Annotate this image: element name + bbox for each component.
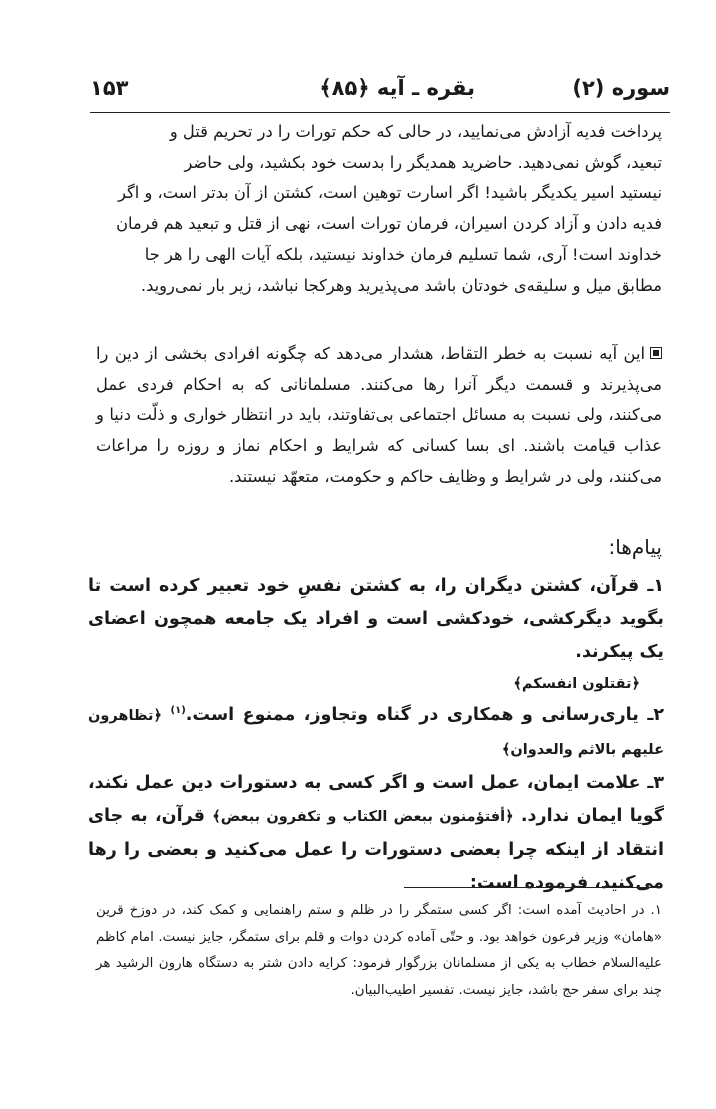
messages-list: [88, 570, 664, 900]
message-text: ۲ـ یاری‌رسانی و همکاری در گناه وتجاوز، ممنوع است.: [185, 705, 664, 725]
body-line: خداوند است! آری، شما تسلیم فرمان خداوند نیستید، بلکه آیات الهی را هر جا: [144, 244, 662, 264]
message-item-3: [88, 767, 664, 900]
messages-heading: پیام‌ها:: [608, 535, 662, 559]
body-line: فدیه دادن و آزاد کردن اسیران، فرمان تورات است، نهی از قتل و تبعید هم فرمان: [116, 214, 662, 234]
body-line: نیستید اسیر یکدیگر باشید! اگر اسارت توهین است، کشتن از آن بدتر است، و اگر: [118, 183, 662, 203]
body-line: پرداخت فدیه آزادش می‌نمایید، در حالی که حکم تورات را در تحریم قتل و: [169, 122, 662, 141]
footnote: ۱. در احادیث آمده است: اگر کسی ستمگر را در ظلم و ستم راهنمایی و کمک کند، در دوزخ قرین «هامان» وزیر فرعون خواهد بود. و حتّی آماده کردن دوات و قلم برای ستمگر، جایز نیست. امام کاظم علیه‌السلام خطاب به یکی از مسلمانان بزرگوار فرمود: کرایه دادن شتر به دستگاه هارون الرشید هر چند برای سفر حج باشد، جایز نیست. تفسیر اطیب‌البیان.: [96, 903, 662, 998]
body-line: مطابق میل و سلیقه‌ی خودتان باشد می‌پذیرید وهرکجا نباشد، زیر بار نمی‌روید.: [140, 275, 662, 295]
header-divider: [90, 112, 670, 113]
note-text: این آیه نسبت به خطر التقاط، هشدار می‌دهد که چگونه افرادی بخشی از دین را می‌پذیرند و قسمت دیگر آنرا رها می‌کنند. مسلمانانی که به احکام فردی عمل می‌کنند، ولی نسبت به مسائل اجتماعی بی‌تفاوتند، باید در انتظار خواری و ذلّت دنیا و عذاب قیامت باشند. ای بسا کسانی که شرایط و احکام نماز و روزه را مراعات می‌کنند، ولی در شرایط و وظایف حاکم و حکومت، متعهّد نیستند.: [96, 344, 662, 486]
page-number: ۱۵۳: [90, 76, 129, 100]
message-text: ۱ـ قرآن، کشتن دیگران را، به کشتن نفسِ خود تعبیر کرده است تا بگوید دیگرکشی، خودکشی است و افراد یک جامعه همچون اعضای یک پیکرند.: [88, 576, 664, 662]
message-item-1: [88, 570, 664, 669]
body-line: تبعید، گوش نمی‌دهید. حاضرید همدیگر را بدست خود بکشید، ولی حاضر: [184, 152, 662, 172]
body-paragraph: [96, 117, 662, 301]
note-paragraph: [96, 339, 662, 493]
footnote-divider: [404, 887, 660, 888]
message-verse: ﴿أفتؤمنون ببعض الکتاب و تکفرون ببعض﴾: [212, 809, 514, 825]
message-item-2: [88, 699, 664, 767]
surah-label: سوره (۲): [572, 76, 670, 100]
message-text-continued: قرآن، به جای انتقاد از اینکه چرا بعضی دستورات را عمل می‌کنید و بعضی را رها می‌کنید، فرموده است:: [88, 806, 664, 893]
footnote-marker: (۱): [170, 705, 186, 717]
message-text: ۳ـ علامت ایمان، عمل است و اگر کسی به دستورات دین عمل نکند، گویا ایمان ندارد.: [88, 773, 665, 826]
page-header: [90, 72, 670, 110]
note-bullet-icon: [650, 347, 662, 359]
verse-label: بقره ـ آیه ﴿۸۵﴾: [319, 76, 475, 100]
message-verse: ﴿تظاهرون علیهم بالاثم والعدوان﴾: [88, 708, 664, 758]
message-verse: ﴿تقتلون انفسکم﴾: [513, 676, 640, 692]
